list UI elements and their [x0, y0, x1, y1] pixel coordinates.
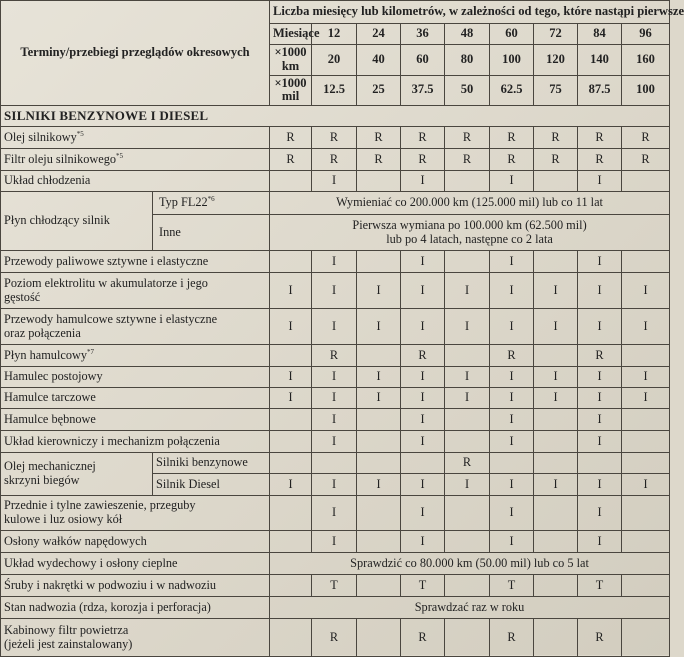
row-label-line: Olej mechanicznej: [4, 459, 96, 474]
schedule-cell: [357, 453, 401, 474]
schedule-cell: I: [357, 388, 401, 409]
schedule-cell: I: [270, 367, 312, 388]
row-label-line: Poziom elektrolitu w akumulatorze i jego: [4, 275, 208, 290]
schedule-cell: I: [490, 309, 534, 345]
row-label-line: Przednie i tylne zawieszenie, przeguby: [4, 498, 196, 513]
schedule-cell: I: [401, 409, 445, 431]
row-label: [1, 496, 270, 531]
sub-label-text: Typ FL22: [159, 195, 208, 210]
row-label: [1, 453, 153, 496]
schedule-cell: [357, 251, 401, 273]
table-row: [1, 496, 670, 531]
schedule-cell: I: [490, 251, 534, 273]
schedule-cell: I: [622, 474, 670, 496]
schedule-cell: T: [401, 575, 445, 597]
row-label: Płyn chłodzący silnik: [1, 192, 153, 251]
schedule-cell: R: [401, 345, 445, 367]
table-row: [1, 251, 670, 273]
schedule-cell: [270, 345, 312, 367]
km-label: ×1000 km: [270, 45, 312, 76]
schedule-cell: [622, 251, 670, 273]
schedule-cell: I: [490, 474, 534, 496]
schedule-cell: [357, 431, 401, 453]
schedule-cell: R: [312, 149, 357, 171]
km-value: 80: [445, 45, 490, 76]
schedule-cell: I: [622, 273, 670, 309]
schedule-cell: R: [490, 149, 534, 171]
row-label: [1, 619, 270, 657]
schedule-cell: [534, 251, 578, 273]
schedule-cell: R: [357, 127, 401, 149]
schedule-cell: R: [578, 127, 622, 149]
row-label-line: Przewody hamulcowe sztywne i elastyczne: [4, 311, 218, 326]
row-label: Układ kierowniczy i mechanizm połączenia: [1, 431, 270, 453]
schedule-cell: I: [312, 309, 357, 345]
schedule-cell: I: [401, 474, 445, 496]
schedule-cell: I: [490, 388, 534, 409]
schedule-cell: I: [490, 531, 534, 553]
schedule-cell: R: [270, 149, 312, 171]
table-row: [1, 367, 670, 388]
schedule-cell: [490, 453, 534, 474]
schedule-cell: [270, 251, 312, 273]
schedule-label: Terminy/przebiegi przeglądów okresowych: [1, 1, 270, 106]
schedule-cell: R: [445, 149, 490, 171]
row-label-line: Kabinowy filtr powietrza: [4, 622, 129, 637]
table-row: [1, 192, 670, 215]
schedule-cell: R: [401, 127, 445, 149]
schedule-cell: [357, 409, 401, 431]
schedule-cell: [622, 575, 670, 597]
months-value: 72: [534, 24, 578, 45]
section-title: SILNIKI BENZYNOWE I DIESEL: [1, 106, 670, 127]
schedule-cell: [445, 251, 490, 273]
schedule-cell: I: [312, 431, 357, 453]
note-line: Pierwsza wymiana po 100.000 km (62.500 mil): [352, 217, 587, 232]
schedule-cell: T: [578, 575, 622, 597]
coolant-fl22-note: Wymieniać co 200.000 km (125.000 mil) lub co 11 lat: [270, 192, 670, 215]
schedule-cell: I: [578, 367, 622, 388]
schedule-cell: [622, 453, 670, 474]
schedule-cell: T: [312, 575, 357, 597]
schedule-cell: [578, 453, 622, 474]
schedule-cell: R: [490, 345, 534, 367]
schedule-cell: [270, 453, 312, 474]
schedule-cell: R: [312, 127, 357, 149]
schedule-cell: I: [490, 273, 534, 309]
schedule-cell: R: [490, 619, 534, 657]
schedule-cell: I: [445, 474, 490, 496]
schedule-cell: [534, 171, 578, 192]
schedule-cell: [445, 575, 490, 597]
schedule-cell: I: [578, 309, 622, 345]
schedule-cell: I: [445, 388, 490, 409]
schedule-cell: I: [312, 388, 357, 409]
schedule-cell: I: [445, 273, 490, 309]
schedule-cell: I: [401, 171, 445, 192]
schedule-cell: [270, 619, 312, 657]
sub-label: Inne: [153, 215, 270, 251]
schedule-cell: I: [312, 251, 357, 273]
schedule-cell: [357, 619, 401, 657]
schedule-cell: R: [401, 619, 445, 657]
schedule-cell: [622, 619, 670, 657]
schedule-cell: I: [312, 171, 357, 192]
km-value: 40: [357, 45, 401, 76]
months-value: 12: [312, 24, 357, 45]
km-value: 120: [534, 45, 578, 76]
schedule-cell: I: [578, 171, 622, 192]
months-value: 36: [401, 24, 445, 45]
schedule-cell: [534, 531, 578, 553]
months-value: 96: [622, 24, 670, 45]
table-row: [1, 553, 670, 575]
schedule-cell: R: [578, 345, 622, 367]
row-label-text: Olej silnikowy: [4, 129, 77, 144]
miles-value: 75: [534, 75, 578, 106]
km-value: 100: [490, 45, 534, 76]
row-label: Układ wydechowy i osłony cieplne: [1, 553, 270, 575]
row-label: [1, 273, 270, 309]
footnote-ref: *5: [76, 129, 84, 138]
schedule-cell: [622, 531, 670, 553]
schedule-cell: R: [578, 149, 622, 171]
schedule-cell: I: [401, 309, 445, 345]
schedule-cell: [534, 345, 578, 367]
schedule-cell: I: [490, 409, 534, 431]
row-label-line: skrzyni biegów: [4, 473, 80, 487]
schedule-cell: [445, 496, 490, 531]
footnote-ref: *5: [116, 151, 124, 160]
footnote-ref: *6: [207, 195, 215, 204]
schedule-cell: I: [534, 309, 578, 345]
coolant-other-note: [270, 215, 670, 251]
schedule-cell: I: [401, 367, 445, 388]
table-row: [1, 273, 670, 309]
schedule-cell: I: [490, 496, 534, 531]
table-row: [1, 309, 670, 345]
schedule-cell: [312, 453, 357, 474]
schedule-cell: I: [622, 309, 670, 345]
km-value: 160: [622, 45, 670, 76]
table-row: [1, 409, 670, 431]
km-value: 20: [312, 45, 357, 76]
schedule-cell: [357, 531, 401, 553]
schedule-cell: R: [490, 127, 534, 149]
schedule-cell: [270, 575, 312, 597]
schedule-cell: [534, 619, 578, 657]
km-value: 60: [401, 45, 445, 76]
row-label-line: gęstość: [4, 289, 41, 304]
schedule-cell: [270, 431, 312, 453]
miles-value: 50: [445, 75, 490, 106]
table-row: [1, 127, 670, 149]
schedule-cell: [270, 171, 312, 192]
schedule-cell: R: [312, 345, 357, 367]
schedule-cell: R: [622, 127, 670, 149]
schedule-cell: R: [534, 127, 578, 149]
schedule-cell: [270, 409, 312, 431]
schedule-cell: R: [622, 149, 670, 171]
schedule-cell: I: [622, 388, 670, 409]
schedule-cell: I: [270, 474, 312, 496]
row-label: Hamulce bębnowe: [1, 409, 270, 431]
row-label: Hamulec postojowy: [1, 367, 270, 388]
body-note: Sprawdzać raz w roku: [270, 597, 670, 619]
schedule-cell: [357, 171, 401, 192]
schedule-cell: T: [490, 575, 534, 597]
schedule-cell: I: [578, 273, 622, 309]
miles-value: 37.5: [401, 75, 445, 106]
row-label-line: (jeżeli jest zainstalowany): [4, 636, 133, 651]
table-row: [1, 431, 670, 453]
miles-value: 62.5: [490, 75, 534, 106]
sub-label: Silnik Diesel: [153, 474, 270, 496]
schedule-cell: R: [270, 127, 312, 149]
schedule-cell: [445, 345, 490, 367]
table-row: [1, 171, 670, 192]
schedule-cell: I: [312, 409, 357, 431]
row-label: Układ chłodzenia: [1, 171, 270, 192]
sub-label: [153, 192, 270, 215]
schedule-cell: [445, 409, 490, 431]
schedule-cell: I: [401, 431, 445, 453]
schedule-cell: I: [622, 367, 670, 388]
schedule-cell: I: [445, 309, 490, 345]
schedule-cell: I: [312, 531, 357, 553]
schedule-cell: I: [534, 273, 578, 309]
row-label: [1, 309, 270, 345]
months-label: Miesiące: [270, 24, 312, 45]
schedule-cell: R: [578, 619, 622, 657]
schedule-cell: R: [534, 149, 578, 171]
schedule-cell: I: [490, 367, 534, 388]
schedule-cell: I: [578, 531, 622, 553]
row-label-text: Płyn hamulcowy: [4, 347, 87, 362]
schedule-cell: [445, 431, 490, 453]
schedule-cell: R: [357, 149, 401, 171]
schedule-cell: I: [578, 388, 622, 409]
row-label: [1, 127, 270, 149]
schedule-cell: I: [357, 309, 401, 345]
row-label-line: oraz połączenia: [4, 325, 81, 340]
schedule-cell: I: [445, 367, 490, 388]
schedule-cell: I: [357, 474, 401, 496]
footnote-ref: *7: [87, 347, 94, 356]
schedule-cell: [445, 171, 490, 192]
row-label: Stan nadwozia (rdza, korozja i perforacja): [1, 597, 270, 619]
schedule-cell: [445, 531, 490, 553]
schedule-cell: [622, 345, 670, 367]
row-label: Przewody paliwowe sztywne i elastyczne: [1, 251, 270, 273]
schedule-cell: I: [578, 496, 622, 531]
schedule-cell: I: [578, 251, 622, 273]
table-row: [1, 453, 670, 474]
miles-value: 100: [622, 75, 670, 106]
interval-heading: Liczba miesięcy lub kilometrów, w zależności od tego, które nastąpi pierwsze: [270, 1, 670, 24]
schedule-cell: I: [578, 409, 622, 431]
schedule-cell: I: [312, 273, 357, 309]
row-label: [1, 345, 270, 367]
schedule-cell: R: [401, 149, 445, 171]
table-row: [1, 149, 670, 171]
table-row: [1, 597, 670, 619]
schedule-cell: [357, 575, 401, 597]
note-line: lub po 4 latach, następne co 2 lata: [386, 231, 553, 246]
schedule-cell: [357, 345, 401, 367]
schedule-cell: [622, 171, 670, 192]
schedule-cell: [534, 575, 578, 597]
schedule-cell: I: [401, 496, 445, 531]
miles-value: 12.5: [312, 75, 357, 106]
km-value: 140: [578, 45, 622, 76]
schedule-cell: I: [401, 388, 445, 409]
table-row: [1, 575, 670, 597]
schedule-cell: I: [534, 367, 578, 388]
row-label-text: Filtr oleju silnikowego: [4, 151, 117, 166]
miles-value: 87.5: [578, 75, 622, 106]
schedule-cell: [534, 453, 578, 474]
schedule-cell: I: [270, 388, 312, 409]
row-label: Śruby i nakrętki w podwoziu i w nadwoziu: [1, 575, 270, 597]
row-label: Osłony wałków napędowych: [1, 531, 270, 553]
schedule-cell: I: [357, 273, 401, 309]
schedule-cell: R: [445, 453, 490, 474]
schedule-cell: R: [445, 127, 490, 149]
row-label: Hamulce tarczowe: [1, 388, 270, 409]
months-value: 48: [445, 24, 490, 45]
schedule-cell: I: [401, 251, 445, 273]
schedule-cell: I: [578, 431, 622, 453]
schedule-cell: [534, 431, 578, 453]
months-value: 24: [357, 24, 401, 45]
sub-label: Silniki benzynowe: [153, 453, 270, 474]
schedule-cell: I: [490, 171, 534, 192]
row-label: [1, 149, 270, 171]
schedule-cell: [622, 496, 670, 531]
schedule-cell: I: [401, 273, 445, 309]
table-row: [1, 388, 670, 409]
schedule-cell: I: [357, 367, 401, 388]
schedule-cell: R: [312, 619, 357, 657]
miles-label: ×1000 mil: [270, 75, 312, 106]
schedule-cell: [357, 496, 401, 531]
table-row: [1, 619, 670, 657]
schedule-cell: I: [534, 474, 578, 496]
months-value: 60: [490, 24, 534, 45]
schedule-cell: [401, 453, 445, 474]
row-label-line: kulowe i luz osiowy kół: [4, 512, 123, 526]
table-row: [1, 345, 670, 367]
schedule-cell: I: [534, 388, 578, 409]
schedule-cell: I: [312, 496, 357, 531]
schedule-cell: [622, 409, 670, 431]
exhaust-note: Sprawdzić co 80.000 km (50.00 mil) lub co 5 lat: [270, 553, 670, 575]
months-value: 84: [578, 24, 622, 45]
schedule-cell: I: [401, 531, 445, 553]
schedule-cell: [534, 409, 578, 431]
schedule-cell: I: [270, 273, 312, 309]
schedule-cell: I: [312, 367, 357, 388]
schedule-cell: I: [490, 431, 534, 453]
schedule-cell: I: [578, 474, 622, 496]
miles-value: 25: [357, 75, 401, 106]
table-row: [1, 531, 670, 553]
schedule-cell: [622, 431, 670, 453]
schedule-cell: [534, 496, 578, 531]
schedule-cell: I: [312, 474, 357, 496]
schedule-cell: I: [270, 309, 312, 345]
schedule-cell: [270, 496, 312, 531]
schedule-cell: [270, 531, 312, 553]
schedule-cell: [445, 619, 490, 657]
